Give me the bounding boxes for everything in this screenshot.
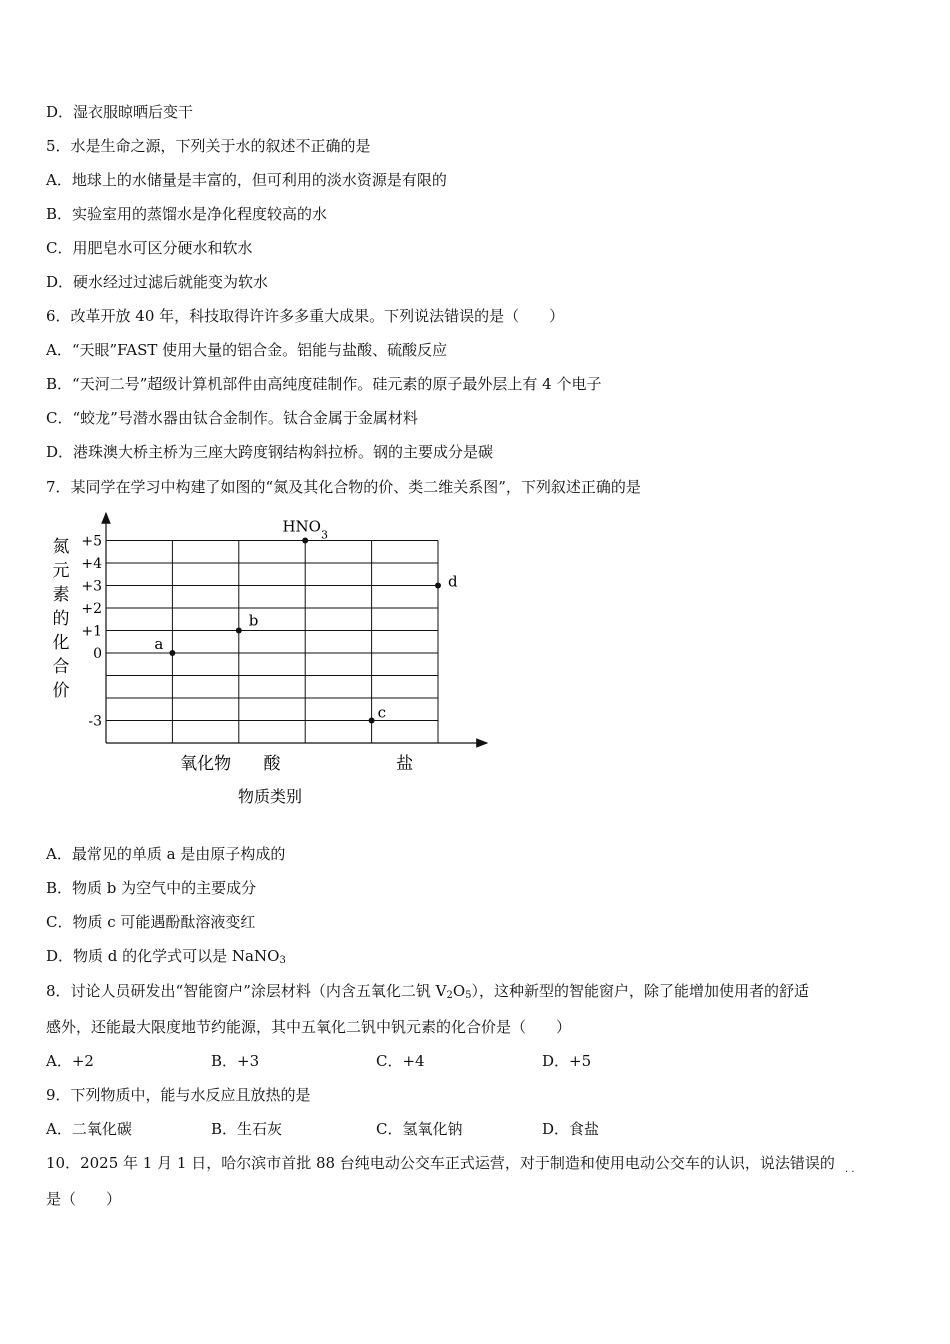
q8-oxygen: O [452, 982, 466, 1000]
q8-sub-5: 5 [465, 990, 472, 1001]
x-axis-label: 物质类别 [237, 787, 303, 806]
data-label-a: a [154, 635, 164, 653]
data-point-b [236, 628, 242, 634]
q6-option-c: C．“蛟龙”号潜水器由钛合金制作。钛合金属于金属材料 [46, 409, 418, 427]
q9-option-a: A．二氧化碳 [46, 1120, 132, 1138]
q8-option-d: D．+5 [542, 1052, 592, 1070]
q7-option-b: B．物质 b 为空气中的主要成分 [46, 879, 257, 897]
q7-stem: 7．某同学在学习中构建了如图的“氮及其化合物的价、类二维关系图”，下列叙述正确的是 [46, 478, 641, 496]
y-tick-label: -3 [88, 713, 102, 730]
q5-option-d: D．硬水经过过滤后就能变为软水 [46, 273, 269, 291]
q6-option-a: A．“天眼”FAST 使用大量的铝合金。铝能与盐酸、硫酸反应 [46, 341, 448, 359]
q10-stem-line2: 是（ ） [46, 1190, 122, 1208]
nitrogen-valence-chart [40, 505, 500, 815]
y-tick-label: +2 [81, 601, 102, 617]
q7-option-d-text: D．物质 d 的化学式可以是 NaNO [46, 947, 280, 965]
q9-option-d: D．食盐 [542, 1120, 600, 1138]
q8-option-a: A．+2 [46, 1052, 94, 1070]
y-tick-label: +1 [81, 623, 102, 640]
x-category-label: 氧化物 [180, 754, 232, 774]
q7-option-d-subscript: 3 [279, 955, 286, 966]
q9-option-c: C．氢氧化钠 [376, 1120, 463, 1138]
q7-option-c: C．物质 c 可能遇酚酞溶液变红 [46, 913, 256, 931]
data-point-a [169, 650, 175, 656]
q5-option-c: C．用肥皂水可区分硬水和软水 [46, 239, 253, 257]
q8-stem-line2: 感外，还能最大限度地节约能源，其中五氧化二钒中钒元素的化合价是（ ） [46, 1018, 572, 1036]
y-tick-label: +5 [81, 533, 102, 550]
q4-option-d: D．湿衣服晾晒后变干 [46, 103, 194, 121]
data-point-c [369, 718, 375, 724]
y-axis-label-char: 的 [52, 609, 70, 629]
q5-option-a: A．地球上的水储量是丰富的，但可利用的淡水资源是有限的 [46, 171, 447, 189]
q8-stem-end: ），这种新型的智能窗户，除了能增加使用者的舒适 [471, 982, 810, 1000]
q8-stem-text: 8．讨论人员研发出“智能窗户”涂层材料（内含五氧化二钒 V [46, 982, 447, 1000]
q8-option-b: B．+3 [211, 1052, 260, 1070]
y-axis-label-char: 合 [52, 657, 70, 677]
q7-option-d [46, 946, 286, 971]
q5-option-b: B．实验室用的蒸馏水是净化程度较高的水 [46, 205, 328, 223]
q8-sub-2: 2 [446, 990, 453, 1001]
y-tick-label: +4 [81, 556, 102, 572]
x-category-label: 盐 [396, 754, 414, 774]
q6-option-d: D．港珠澳大桥主桥为三座大跨度钢结构斜拉桥。钢的主要成分是碳 [46, 443, 494, 461]
chart-svg [40, 505, 500, 815]
y-tick-label: 0 [93, 646, 102, 662]
q9-option-b: B．生石灰 [211, 1120, 283, 1138]
y-axis-label-char: 氮 [52, 537, 70, 557]
q8-stem-line1 [46, 981, 809, 1006]
q6-stem: 6．改革开放 40 年，科技取得许许多多重大成果。下列说法错误的是（ ） [46, 307, 565, 325]
q6-option-b: B．“天河二号”超级计算机部件由高纯度硅制作。硅元素的原子最外层上有 4 个电子 [46, 375, 602, 393]
x-category-label: 酸 [263, 754, 281, 774]
y-tick-label: +3 [81, 578, 102, 595]
y-axis-label-char: 价 [52, 681, 70, 701]
data-point-hno [302, 538, 308, 544]
q9-stem: 9．下列物质中，能与水反应且放热的是 [46, 1086, 311, 1104]
q8-option-c: C．+4 [376, 1052, 425, 1070]
data-label-subscript: 3 [320, 528, 328, 541]
y-axis-label-char: 素 [52, 585, 70, 605]
q10-emphasis-dots: · · [845, 1167, 855, 1178]
data-label-d: d [448, 572, 458, 591]
q7-option-a: A．最常见的单质 a 是由原子构成的 [46, 845, 286, 863]
data-label-c: c [377, 703, 387, 722]
data-point-d [435, 583, 441, 589]
data-label-hno: $HNO_3$ [282, 517, 328, 541]
data-label-b: b [248, 611, 259, 630]
q5-stem: 5．水是生命之源，下列关于水的叙述不正确的是 [46, 137, 371, 155]
y-axis-label-char: 化 [52, 633, 70, 653]
y-axis-label-char: 元 [52, 561, 70, 581]
q10-stem-line1: 10．2025 年 1 月 1 日，哈尔滨市首批 88 台纯电动公交车正式运营，对于制造和使用电动公交车的认识，说法错误的 [46, 1154, 835, 1172]
